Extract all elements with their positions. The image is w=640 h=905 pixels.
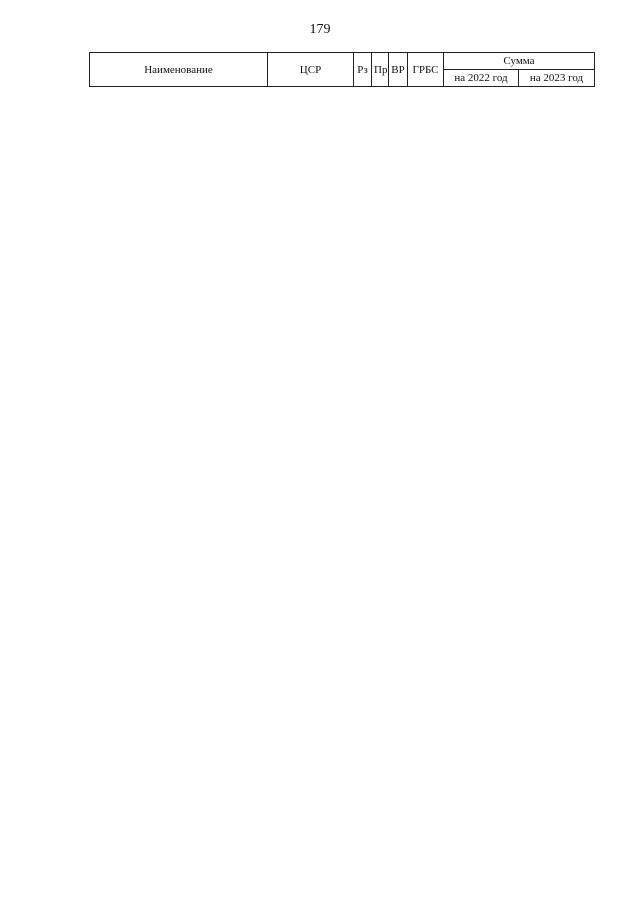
col-header-2023: на 2023 год <box>519 70 595 87</box>
col-header-sum: Сумма <box>444 53 595 70</box>
col-header-rz: Рз <box>354 53 372 87</box>
col-header-2022: на 2022 год <box>444 70 519 87</box>
col-header-pr: Пр <box>372 53 389 87</box>
col-header-grbs: ГРБС <box>408 53 444 87</box>
col-header-csr: ЦСР <box>268 53 354 87</box>
col-header-name: Наименование <box>90 53 268 87</box>
page-number: 179 <box>309 22 331 37</box>
budget-table <box>89 52 595 87</box>
header-row <box>90 53 595 70</box>
col-header-vr: ВР <box>389 53 408 87</box>
